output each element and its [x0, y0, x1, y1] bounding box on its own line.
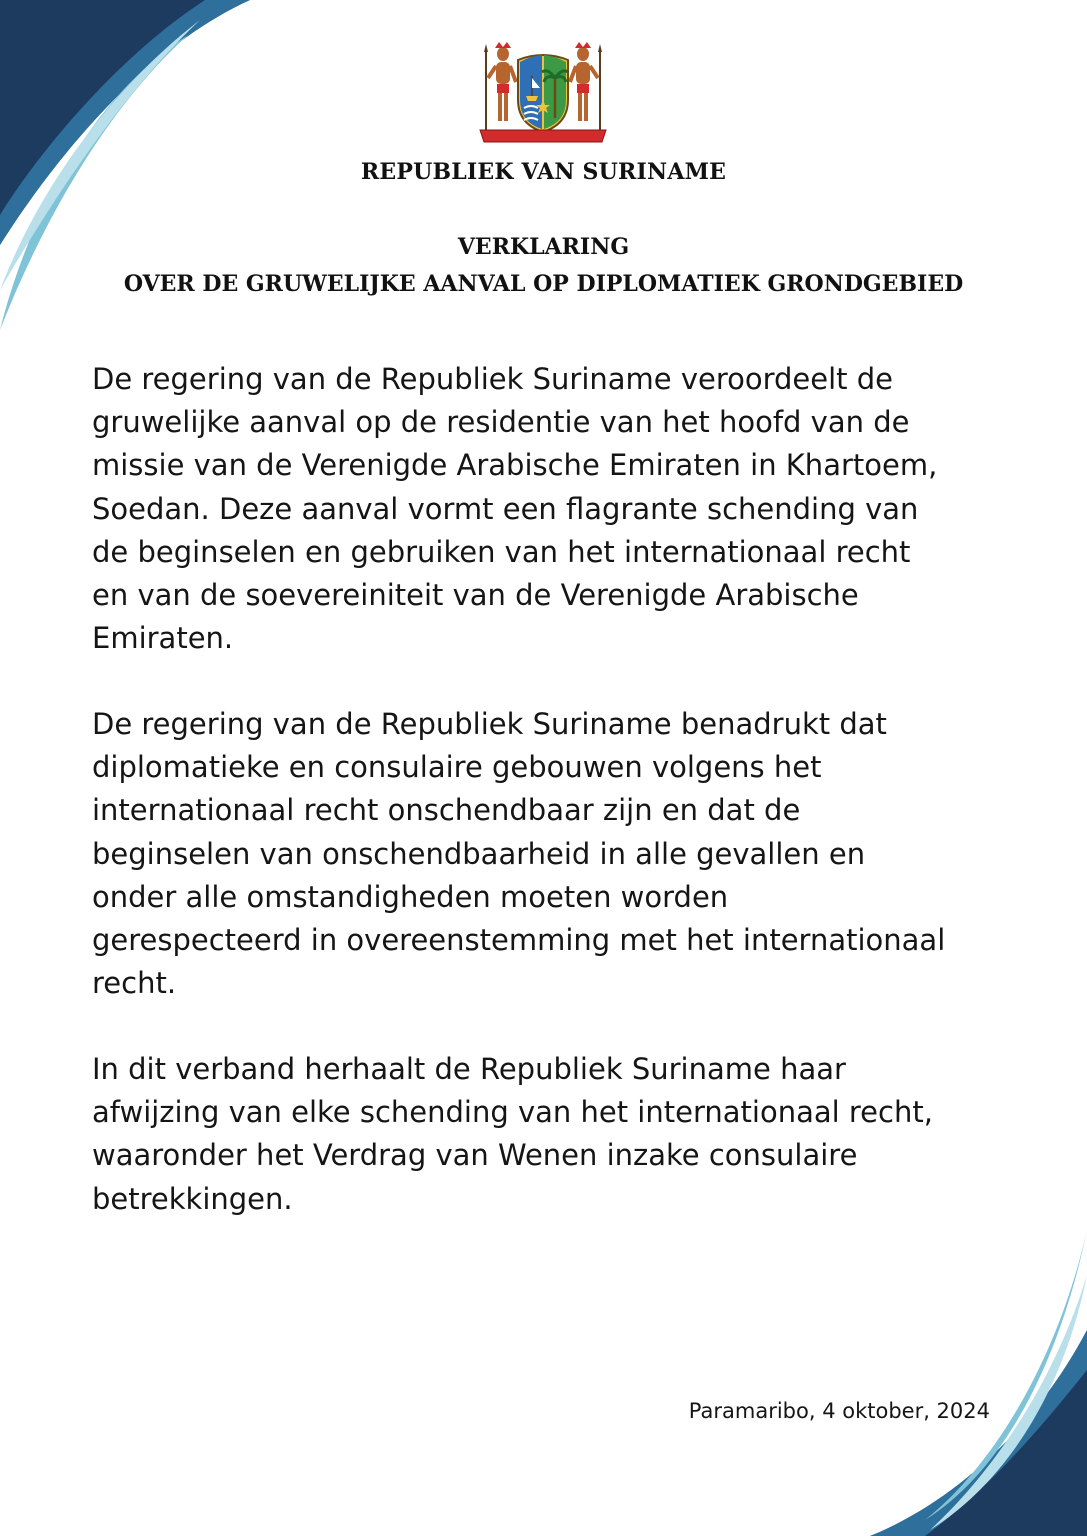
left-supporter [484, 42, 516, 130]
right-supporter [570, 42, 602, 130]
body-paragraph-3: In dit verband herhaalt de Republiek Suriname haar afwijzing van elke schending van het internationaal recht, waaronder het Verdrag van Wenen inzake consulaire betrekkingen. [92, 1052, 933, 1216]
coat-of-arms-icon [476, 38, 610, 146]
motto-ribbon [480, 130, 606, 142]
statement-title: VERKLARING [457, 234, 630, 260]
statement-subtitle: OVER DE GRUWELIJKE AANVAL OP DIPLOMATIEK GRONDGEBIED [123, 271, 964, 297]
body-paragraph-1: De regering van de Republiek Suriname veroordeelt de gruwelijke aanval op de residentie van het hoofd van de missie van de Verenigde Arabische Emiraten in Khartoem, Soedan. Deze aanval vormt een flagrante schending van de beginselen en gebruiken van het internationaal recht en van de soevereiniteit van de Verenigde Arabische Emiraten. [92, 362, 938, 656]
body-paragraph-2: De regering van de Republiek Suriname benadrukt dat diplomatieke en consulaire gebouwen volgens het internationaal recht onschendbaar zijn en dat de beginselen van onschendbaarheid in alle gevallen en onder alle omstandigheden moeten worden gerespecteerd in overeenstemming met het internationaal recht. [92, 707, 946, 1001]
shield [518, 55, 568, 132]
republic-name: REPUBLIEK VAN SURINAME [360, 159, 727, 185]
place-and-date: Paramaribo, 4 oktober, 2024 [688, 1399, 990, 1423]
bottom-right-swoosh [870, 1230, 1087, 1536]
